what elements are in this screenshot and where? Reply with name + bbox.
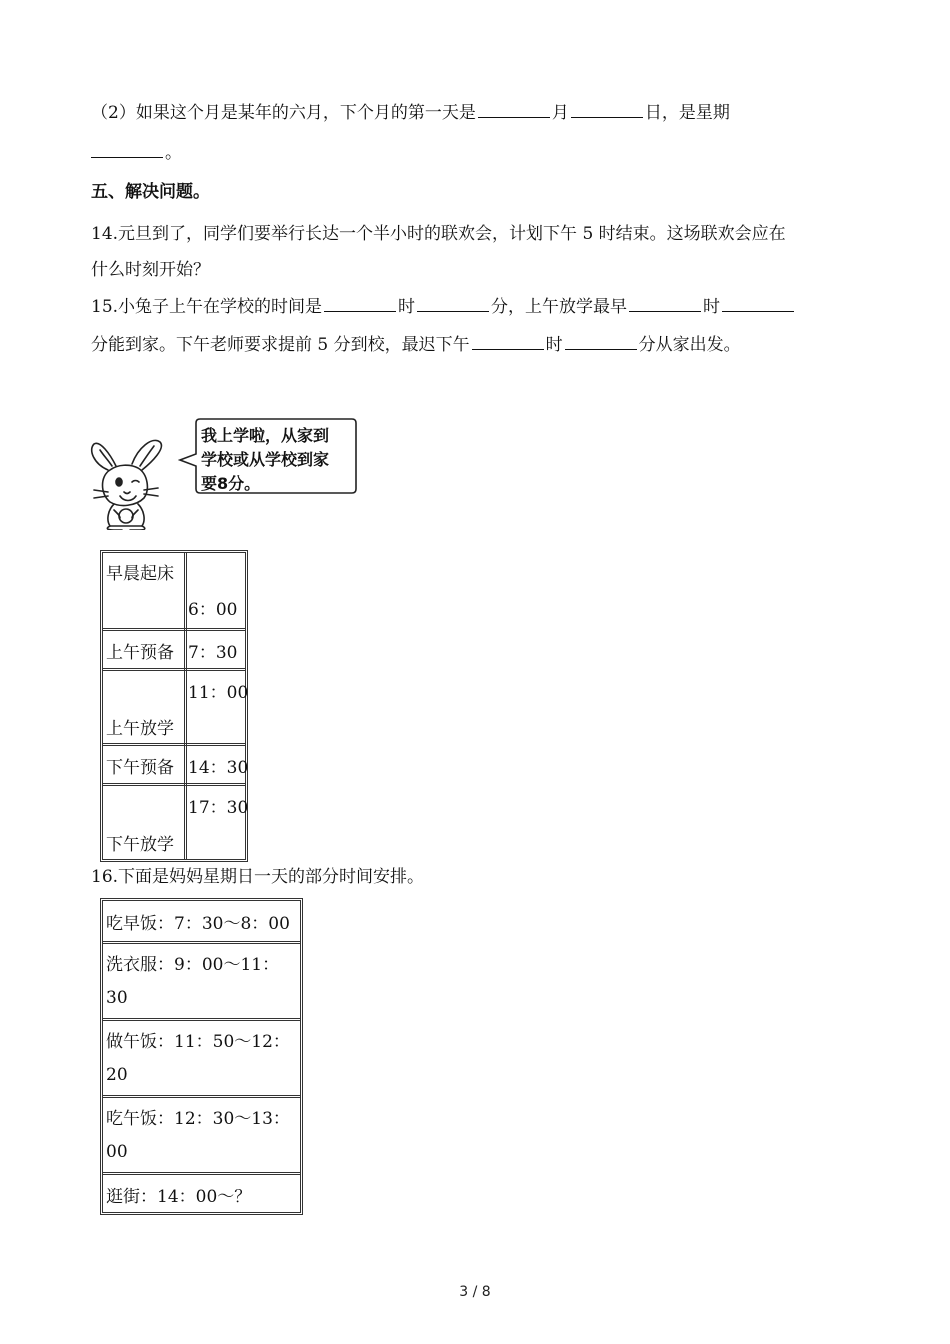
page-number: 3 / 8 [459, 1284, 491, 1300]
table-row [103, 1018, 300, 1095]
schedule-time: 7：30 [188, 643, 238, 663]
table-row [103, 553, 245, 628]
activity-text-cont: 30 [106, 988, 128, 1008]
activity-text: 逛街：14：00～？ [106, 1187, 252, 1207]
activity-text: 吃午饭：12：30～13： [106, 1109, 290, 1129]
q15-text-g: 分从家出发。 [638, 335, 741, 355]
schedule-time: 17：30 [188, 798, 249, 818]
q13-part2-line1 [91, 101, 730, 125]
schedule-time: 11：00 [188, 683, 249, 703]
q15-text-f: 时 [545, 335, 563, 355]
q16-intro: 16.下面是妈妈星期日一天的部分时间安排。 [91, 867, 425, 887]
activity-text: 洗衣服：9：00～11： [106, 955, 280, 975]
table-row [103, 743, 249, 783]
schedule-time: 6：00 [188, 600, 238, 620]
q15-text-c: 分，上午放学最早 [491, 297, 628, 317]
table-row [103, 941, 300, 1018]
q15-text-a: 15.小兔子上午在学校的时间是 [91, 297, 323, 317]
schedule-time: 14：30 [188, 758, 249, 778]
answer-blank-minute-3[interactable] [565, 333, 637, 350]
schedule-label: 早晨起床 [106, 564, 174, 584]
activity-text: 吃早饭：7：30～8：00 [106, 914, 290, 934]
table-row [103, 628, 245, 668]
mom-schedule-table [100, 898, 303, 1215]
school-schedule-table [100, 550, 248, 862]
activity-text-cont: 20 [106, 1065, 128, 1085]
answer-blank-month[interactable] [478, 101, 550, 118]
answer-blank-hour-2[interactable] [629, 295, 701, 312]
q13-text-b: 月 [551, 103, 569, 123]
table-row [103, 1095, 300, 1172]
q15-text-b: 时 [398, 297, 416, 317]
table-row [103, 668, 249, 743]
q15-line1 [91, 295, 796, 319]
q13-text-end: 。 [165, 143, 182, 163]
answer-blank-minute-2[interactable] [722, 295, 794, 312]
answer-blank-weekday[interactable] [91, 141, 163, 158]
q13-part2-line2 [91, 141, 182, 165]
q15-line2 [91, 333, 741, 357]
q14-line2: 什么时刻开始？ [91, 260, 210, 280]
q15-text-d: 时 [703, 297, 721, 317]
q13-text-a: （2）如果这个月是某年的六月，下个月的第一天是 [91, 103, 476, 123]
answer-blank-minute-1[interactable] [417, 295, 489, 312]
activity-text-cont: 00 [106, 1142, 128, 1162]
q15-text-e: 分能到家。下午老师要求提前 5 分到校，最迟下午 [91, 335, 470, 355]
table-row [103, 901, 300, 941]
schedule-label: 上午预备 [106, 643, 174, 663]
answer-blank-day[interactable] [571, 101, 643, 118]
activity-text: 做午饭：11：50～12： [106, 1032, 290, 1052]
schedule-label: 下午放学 [106, 835, 174, 855]
q14-line1: 14.元旦到了，同学们要举行长达一个半小时的联欢会，计划下午 5 时结束。这场联欢会应在 [91, 224, 786, 244]
schedule-label: 下午预备 [106, 758, 174, 778]
table-row [103, 1172, 300, 1212]
rabbit-illustration [86, 430, 182, 530]
q13-text-c: 日，是星期 [644, 103, 730, 123]
schedule-label: 上午放学 [106, 719, 174, 739]
section-title: 五、解决问题。 [91, 182, 210, 202]
speech-bubble-text: 我上学啦，从家到 学校或从学校到家 要8分。 [201, 426, 330, 493]
answer-blank-hour-3[interactable] [472, 333, 544, 350]
table-row [103, 783, 249, 859]
answer-blank-hour-1[interactable] [324, 295, 396, 312]
